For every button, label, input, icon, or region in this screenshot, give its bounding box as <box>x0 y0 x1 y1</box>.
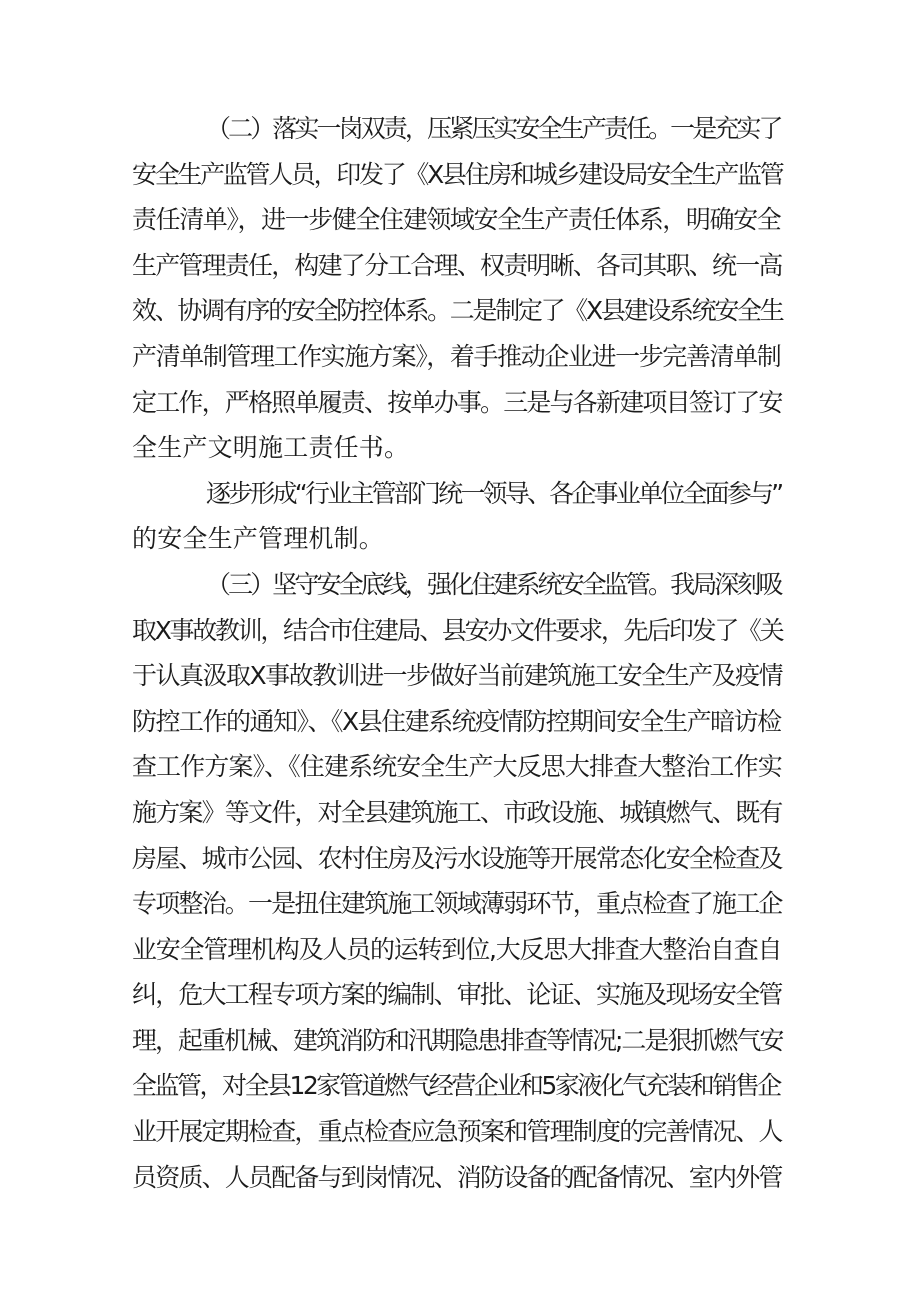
text-line: 业开展定期检查，重点检查应急预案和管理制度的完善情况、人 <box>132 1117 782 1147</box>
paragraph-section-two <box>132 106 782 471</box>
text-line: 安全生产监管人员，印发了《X县住房和城乡建设局安全生产监管 <box>132 159 783 189</box>
text-line: 员资质、人员配备与到岗情况、消防设备的配备情况、室内外管 <box>132 1162 782 1192</box>
text-line: 责任清单》，进一步健全住建领域安全生产责任体系，明确安全 <box>132 205 781 235</box>
text-line: 专项整治。一是扭住建筑施工领域薄弱环节，重点检查了施工企 <box>132 889 782 919</box>
text-line: 的安全生产管理机制。 <box>132 524 385 554</box>
text-line: 全监管，对全县12家管道燃气经营企业和5家液化气充装和销售企 <box>132 1071 780 1101</box>
text-line: 防控工作的通知》、《X县住建系统疫情防控期间安全生产暗访检 <box>132 706 781 736</box>
text-line: 效、协调有序的安全防控体系。二是制定了《X县建设系统安全生 <box>132 296 783 326</box>
text-line: 生产管理责任，构建了分工合理、权责明晰、各司其职、统一高 <box>132 250 782 280</box>
text-line: 定工作，严格照单履责、按单办事。三是与各新建项目签订了安 <box>132 387 782 417</box>
text-line: 产清单制管理工作实施方案》，着手推动企业进一步完善清单制 <box>132 341 781 371</box>
text-line: 业安全管理机构及人员的运转到位,大反思大排査大整治自査自 <box>132 934 782 964</box>
text-line: 取X事故教训，结合市住建局、县安办文件要求，先后印发了《关 <box>132 615 783 645</box>
paragraph-section-three <box>132 562 782 1200</box>
text-line: （三）坚守安全底线，强化住建系统安全监管。我局深刻吸 <box>206 569 781 599</box>
text-line: 查工作方案》、《住建系统安全生产大反思大排查大整治工作实 <box>132 752 782 782</box>
text-line: （二）落实一岗双责，压紧压实安全生产责任。一是充实了 <box>206 114 781 143</box>
text-line: 逐步形成“行业主管部门统一领导、各企事业单位全面参与” <box>206 478 782 508</box>
text-line: 纠，危大工程专项方案的编制、审批、论证、实施及现场安全管 <box>132 980 782 1010</box>
text-line: 理，起重机械、建筑消防和汛期隐患排查等情况;二是狠抓燃气安 <box>132 1025 783 1055</box>
text-line: 全生产文明施工责任书。 <box>132 433 410 463</box>
paragraph-mechanism <box>132 471 782 562</box>
text-line: 于认真汲取X事故教训进一步做好当前建筑施工安全生产及疫情 <box>132 661 783 691</box>
document-body <box>132 106 782 1200</box>
text-line: 施方案》等文件，对全县建筑施工、市政设施、城镇燃气、既有 <box>132 797 782 827</box>
text-line: 房屋、城市公园、农村住房及污水设施等开展常态化安全检查及 <box>132 843 782 873</box>
